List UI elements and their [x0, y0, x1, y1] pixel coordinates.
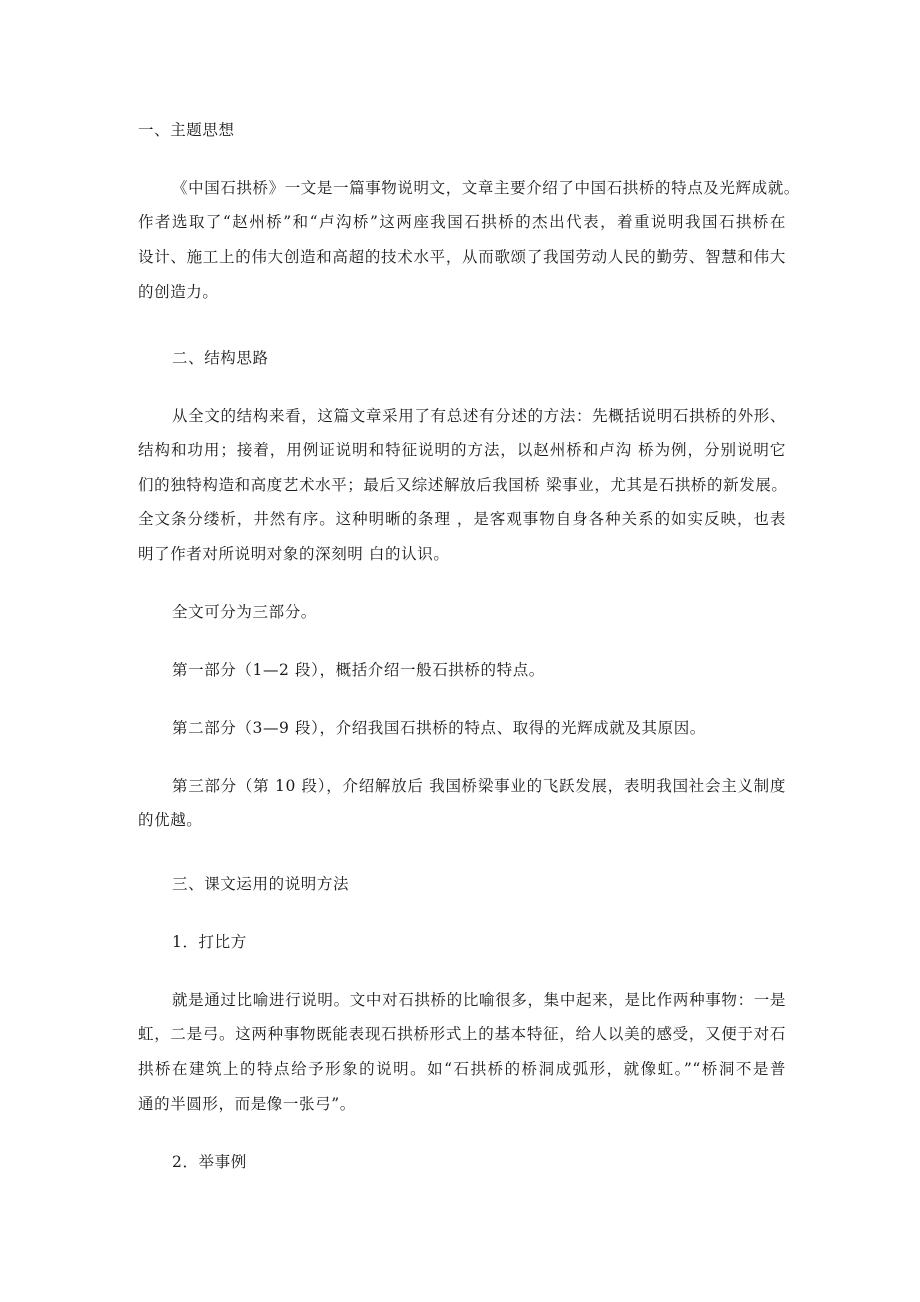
paragraph-line: 们的独特构造和高度艺术水平；最后又综述解放后我国桥 梁事业，尤其是石拱桥的新发展。	[138, 476, 788, 494]
paragraph-line: 通的半圆形，而是像一张弓”。	[138, 1095, 356, 1113]
paragraph-line: 的创造力。	[138, 283, 219, 301]
paragraph-line: 《中国石拱桥》一文是一篇事物说明文，文章主要介绍了中国石拱桥的特点及光辉成就。	[172, 179, 800, 197]
subsection-heading-metaphor: 1．打比方	[172, 933, 247, 951]
paragraph-line: 就是通过比喻进行说明。文中对石拱桥的比喻很多，集中起来，是比作两种事物：一是	[172, 991, 786, 1009]
paragraph-line: 第一部分（1—2 段），概括介绍一般石拱桥的特点。	[172, 661, 545, 679]
paragraph-line: 从全文的结构来看，这篇文章采用了有总述有分述的方法：先概括说明石拱桥的外形、	[172, 407, 786, 425]
paragraph-line: 第二部分（3—9 段），介绍我国石拱桥的特点、取得的光辉成就及其原因。	[172, 719, 706, 737]
paragraph-line: 设计、施工上的伟大创造和高超的技术水平，从而歌颂了我国劳动人民的勤劳、智慧和伟大	[138, 248, 786, 266]
paragraph-line: 的优越。	[138, 811, 203, 829]
paragraph-line: 作者选取了“赵州桥”和“卢沟桥”这两座我国石拱桥的杰出代表，着重说明我国石拱桥在	[138, 213, 786, 231]
subsection-heading-examples: 2．举事例	[172, 1153, 247, 1171]
section-heading-theme: 一、主题思想	[138, 121, 235, 139]
paragraph-line: 结构和功用；接着，用例证说明和特征说明的方法，以赵州桥和卢沟 桥为例，分别说明它	[138, 441, 786, 459]
paragraph-line: 全文可分为三部分。	[172, 603, 317, 621]
section-heading-methods: 三、课文运用的说明方法	[172, 875, 350, 893]
paragraph-line: 明了作者对所说明对象的深刻明 白的认识。	[138, 545, 450, 563]
section-heading-structure: 二、结构思路	[172, 349, 269, 367]
paragraph-line: 虹，二是弓。这两种事物既能表现石拱桥形式上的基本特征，给人以美的感受，又便于对石	[138, 1025, 786, 1043]
paragraph-line: 第三部分（第 10 段），介绍解放后 我国桥梁事业的飞跃发展，表明我国社会主义制度	[172, 777, 786, 795]
paragraph-line: 拱桥在建筑上的特点给予形象的说明。如“石拱桥的桥洞成弧形，就像虹。”“桥洞不是普	[138, 1060, 786, 1078]
paragraph-line: 全文条分缕析，井然有序。这种明晰的条理 ，是客观事物自身各种关系的如实反映，也表	[138, 510, 786, 528]
